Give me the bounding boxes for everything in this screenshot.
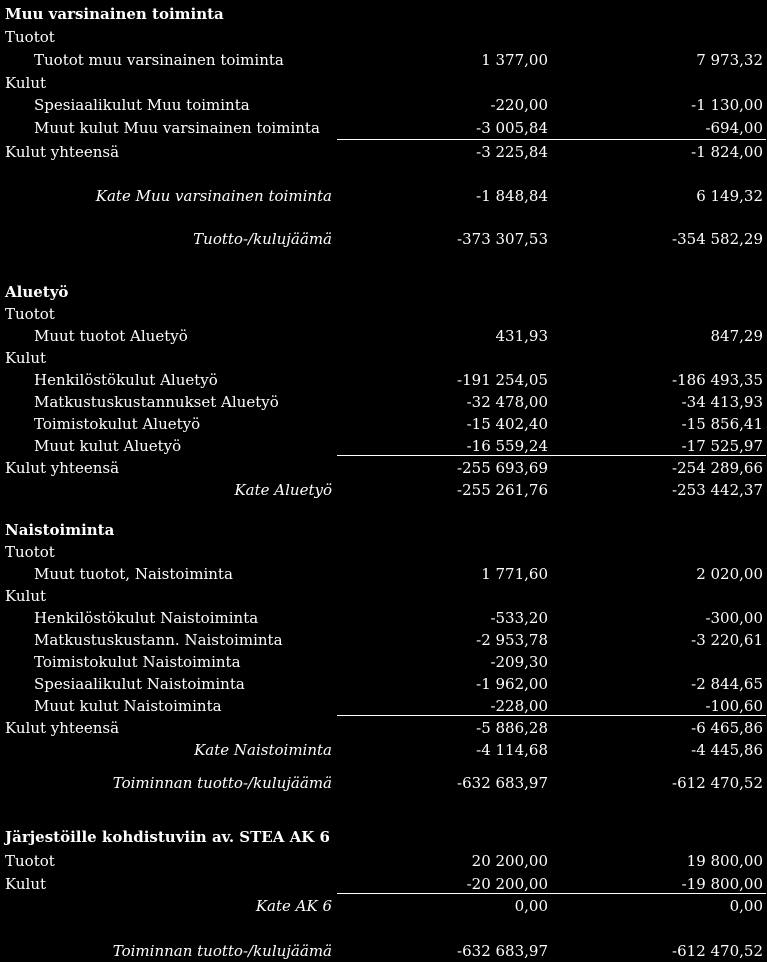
statement-row [0,303,767,325]
statement-row [0,3,767,25]
statement-row [0,541,767,563]
current-year-value: -209,30 [490,653,548,671]
statement-row [0,739,767,761]
row-label: Spesiaalikulut Naistoiminta [34,675,245,693]
current-year-value: -255 261,76 [457,481,548,499]
current-year-value: -1 962,00 [476,675,548,693]
current-year-value: -632 683,97 [457,942,548,960]
previous-year-value: 7 973,32 [696,51,763,69]
row-label: Toimistokulut Naistoiminta [34,653,241,671]
statement-row [0,347,767,369]
row-label: Muut kulut Aluetyö [34,437,182,455]
row-label: Toiminnan tuotto-/kulujäämä [112,774,332,792]
statement-row [0,435,767,457]
previous-year-value: -19 800,00 [681,875,763,893]
row-label: Muut tuotot Aluetyö [34,327,188,345]
current-year-value: -3 005,84 [476,119,548,137]
current-year-value: -5 886,28 [476,719,548,737]
statement-row [0,413,767,435]
previous-year-value: -1 824,00 [691,143,763,161]
statement-row [0,629,767,651]
current-year-value: -32 478,00 [466,393,548,411]
statement-row [0,585,767,607]
statement-row [0,117,767,139]
current-year-value: -191 254,05 [457,371,548,389]
previous-year-value: -4 445,86 [691,741,763,759]
sum-rule-line [337,893,766,894]
statement-row [0,26,767,48]
statement-row [0,826,767,848]
statement-row [0,281,767,303]
statement-row [0,457,767,479]
previous-year-value: -354 582,29 [672,230,763,248]
current-year-value: -20 200,00 [466,875,548,893]
previous-year-value: -253 442,37 [672,481,763,499]
previous-year-value: -6 465,86 [691,719,763,737]
current-year-value: -2 953,78 [476,631,548,649]
row-label: Kate Aluetyö [234,481,332,499]
statement-row [0,895,767,917]
current-year-value: 1 377,00 [481,51,548,69]
current-year-value: 1 771,60 [481,565,548,583]
row-label: Järjestöille kohdistuviin av. STEA AK 6 [5,828,330,846]
row-label: Kate AK 6 [255,897,332,915]
row-label: Toiminnan tuotto-/kulujäämä [112,942,332,960]
statement-row [0,479,767,501]
previous-year-value: 2 020,00 [696,565,763,583]
current-year-value: -1 848,84 [476,187,548,205]
statement-row [0,695,767,717]
statement-row [0,772,767,794]
statement-row [0,228,767,250]
previous-year-value: -100,60 [705,697,763,715]
row-label: Tuotot [5,543,55,561]
current-year-value: -15 402,40 [466,415,548,433]
row-label: Kate Naistoiminta [194,741,332,759]
statement-row [0,519,767,541]
previous-year-value: -694,00 [705,119,763,137]
previous-year-value: -15 856,41 [681,415,763,433]
statement-row [0,607,767,629]
current-year-value: -228,00 [490,697,548,715]
row-label: Matkustuskustann. Naistoiminta [34,631,283,649]
row-label: Kulut yhteensä [5,459,120,477]
statement-row [0,185,767,207]
current-year-value: -4 114,68 [476,741,548,759]
row-label: Tuotot [5,305,55,323]
statement-row [0,940,767,962]
row-label: Tuotot [5,28,55,46]
row-label: Henkilöstökulut Aluetyö [34,371,218,389]
previous-year-value: 0,00 [729,897,763,915]
previous-year-value: -3 220,61 [691,631,763,649]
row-label: Kulut [5,74,47,92]
previous-year-value: -186 493,35 [672,371,763,389]
statement-row [0,873,767,895]
row-label: Tuotot muu varsinainen toiminta [34,51,284,69]
previous-year-value: -300,00 [705,609,763,627]
statement-row [0,563,767,585]
statement-row [0,141,767,163]
row-label: Muut kulut Naistoiminta [34,697,222,715]
statement-row [0,94,767,116]
current-year-value: 431,93 [495,327,548,345]
statement-row [0,325,767,347]
row-label: Tuotto-/kulujäämä [193,230,332,248]
row-label: Kulut [5,875,47,893]
current-year-value: -373 307,53 [457,230,548,248]
row-label: Tuotot [5,852,55,870]
row-label: Muu varsinainen toiminta [5,5,224,23]
statement-row [0,72,767,94]
current-year-value: -533,20 [490,609,548,627]
previous-year-value: -254 289,66 [672,459,763,477]
previous-year-value: -17 525,97 [681,437,763,455]
previous-year-value: 19 800,00 [686,852,763,870]
sum-rule-line [337,455,766,456]
row-label: Spesiaalikulut Muu toiminta [34,96,250,114]
row-label: Muut kulut Muu varsinainen toiminta [34,119,320,137]
row-label: Muut tuotot, Naistoiminta [34,565,233,583]
row-label: Toimistokulut Aluetyö [34,415,201,433]
row-label: Aluetyö [5,283,69,301]
statement-row [0,850,767,872]
row-label: Matkustuskustannukset Aluetyö [34,393,279,411]
statement-row [0,49,767,71]
statement-row [0,651,767,673]
sum-rule-line [337,715,766,716]
current-year-value: 0,00 [514,897,548,915]
previous-year-value: -34 413,93 [681,393,763,411]
previous-year-value: 6 149,32 [696,187,763,205]
statement-row [0,717,767,739]
row-label: Henkilöstökulut Naistoiminta [34,609,259,627]
current-year-value: 20 200,00 [471,852,548,870]
previous-year-value: 847,29 [710,327,763,345]
statement-row [0,391,767,413]
previous-year-value: -612 470,52 [672,942,763,960]
row-label: Kulut [5,587,47,605]
current-year-value: -3 225,84 [476,143,548,161]
row-label: Kulut yhteensä [5,719,120,737]
row-label: Kate Muu varsinainen toiminta [95,187,332,205]
row-label: Kulut yhteensä [5,143,120,161]
previous-year-value: -1 130,00 [691,96,763,114]
current-year-value: -220,00 [490,96,548,114]
current-year-value: -16 559,24 [466,437,548,455]
statement-row [0,369,767,391]
statement-row [0,673,767,695]
previous-year-value: -612 470,52 [672,774,763,792]
row-label: Kulut [5,349,47,367]
current-year-value: -255 693,69 [457,459,548,477]
previous-year-value: -2 844,65 [691,675,763,693]
sum-rule-line [337,139,766,140]
row-label: Naistoiminta [5,521,115,539]
current-year-value: -632 683,97 [457,774,548,792]
